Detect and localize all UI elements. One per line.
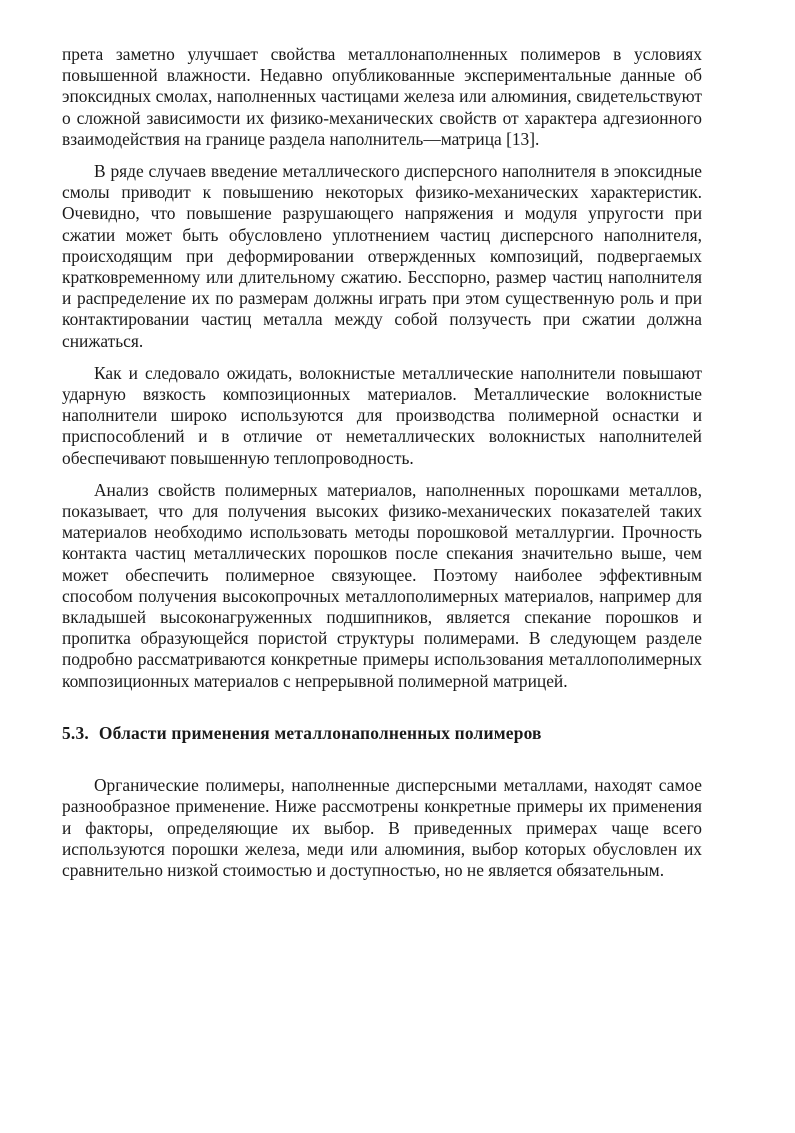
paragraph-powder-metallurgy: Анализ свойств полимерных материалов, наполненных порошками металлов, показывает, что для получения высоких физико-механических показателей таких материалов необходимо использовать методы порошковой металлургии. Прочность контакта частиц металлических порошков после спекания значительно выше, чем может обеспечить полимерное связующее. Поэтому наиболее эффективным способом получения высокопрочных металлополимерных материалов, например для вкладышей высоконагруженных подшипников, является спекание порошков и пропитка образующейся пористой структуры полимерами. В следующем разделе подробно рассматриваются конкретные примеры использования металлополимерных композиционных материалов с непрерывной полимерной матрицей. — [62, 479, 702, 691]
section-heading — [62, 723, 702, 744]
document-page — [62, 44, 702, 881]
section-number: 5.3. — [62, 722, 89, 743]
paragraph-continuation: прета заметно улучшает свойства металлонаполненных полимеров в условиях повышенной влажности. Недавно опубликованные экспериментальные данные об эпоксидных смолах, наполненных частицами железа или алюминия, свидетельствуют о сложной зависимости их физико-механических свойств от характера адгезионного взаимодействия на границе раздела наполнитель—матрица [13]. — [62, 44, 702, 149]
section-title: Области применения металлонаполненных полимеров — [98, 722, 542, 743]
paragraph-applications: Органические полимеры, наполненные дисперсными металлами, находят самое разнообразное применение. Ниже рассмотрены конкретные примеры их применения и факторы, определяющие их выбор. В приведенных примерах чаще всего используются порошки железа, меди или алюминия, выбор которых обусловлен их сравнительно низкой стоимостью и доступностью, но не является обязательным. — [62, 775, 702, 880]
paragraph-fibrous-filler: Как и следовало ожидать, волокнистые металлические наполнители повышают ударную вязкость композиционных материалов. Металлические волокнистые наполнители широко используются для производства полимерной оснастки и приспособлений и в отличие от неметаллических волокнистых наполнителей обеспечивают повышенную теплопроводность. — [62, 362, 702, 468]
paragraph-dispersed-filler: В ряде случаев введение металлического дисперсного наполнителя в эпоксидные смолы приводит к повышению некоторых физико-механических характеристик. Очевидно, что повышение разрушающего напряжения и модуля упругости при сжатии может быть обусловлено уплотнением частиц дисперсного наполнителя, происходящим при деформировании отвержденных композиций, подвергаемых кратковременному или длительному сжатию. Бесспорно, размер частиц наполнителя и распределение их по размерам должны играть при этом существенную роль и при контактировании частиц металла между собой ползучесть при сжатии должна снижаться. — [62, 161, 702, 351]
